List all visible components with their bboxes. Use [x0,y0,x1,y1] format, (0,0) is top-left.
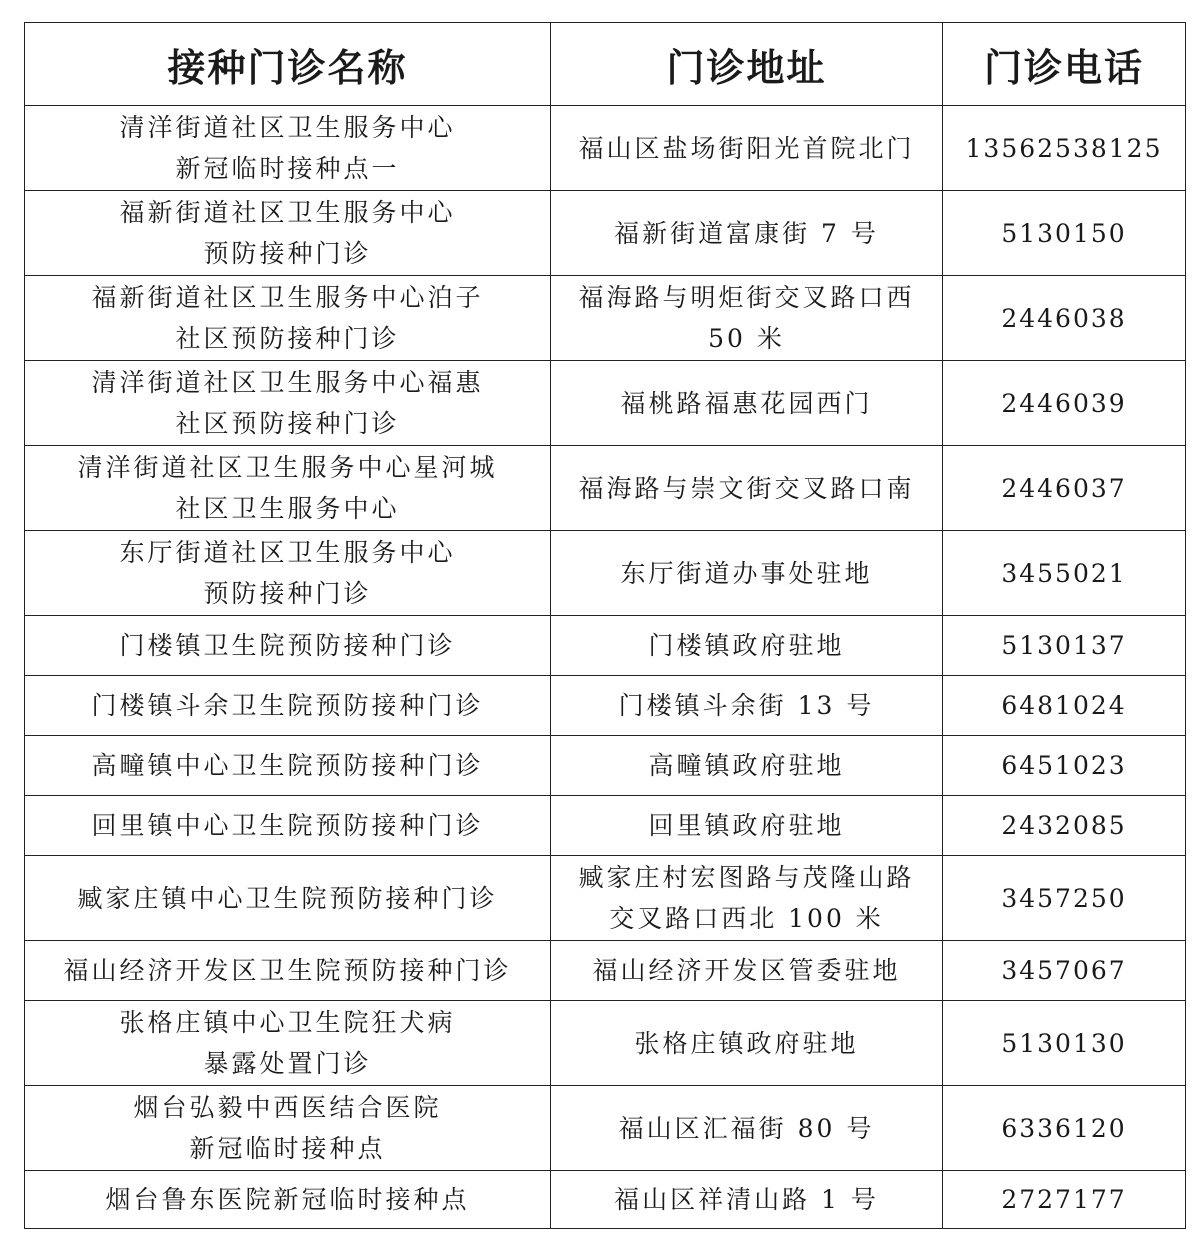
clinic-address-line: 交叉路口西北 100 米 [609,904,884,933]
clinic-address-line: 回里镇政府驻地 [648,811,845,840]
header-clinic-address: 门诊地址 [551,23,943,106]
clinic-address-cell [551,856,943,941]
clinic-phone-cell: 3457250 [943,856,1186,941]
clinic-address-line: 50 米 [708,324,785,353]
clinic-address-cell [551,676,943,736]
clinic-address-cell [551,1171,943,1229]
clinic-phone-cell: 6451023 [943,736,1186,796]
clinic-name-cell [25,676,551,736]
table-row [25,941,1186,1001]
clinic-phone-cell: 2446039 [943,361,1186,446]
clinic-name-line: 福山经济开发区卫生院预防接种门诊 [63,956,512,985]
clinic-address-cell [551,531,943,616]
clinic-name-line: 社区卫生服务中心 [175,494,400,523]
clinic-address-line: 门楼镇政府驻地 [648,631,845,660]
clinic-name-line: 高疃镇中心卫生院预防接种门诊 [91,751,484,780]
table-row [25,106,1186,191]
clinic-address-line: 福海路与崇文街交叉路口南 [578,473,915,503]
clinic-phone-cell: 3457067 [943,941,1186,1001]
table-row [25,676,1186,736]
header-clinic-phone: 门诊电话 [943,23,1186,106]
clinic-name-cell [25,191,551,276]
clinic-address-cell [551,446,943,531]
clinic-name-line: 烟台弘毅中西医结合医院 [133,1093,442,1122]
clinic-name-cell [25,1001,551,1086]
clinic-address-cell [551,106,943,191]
clinic-address-cell [551,361,943,446]
clinic-name-line: 新冠临时接种点 [189,1134,386,1163]
table-header-row [25,23,1186,106]
table-row [25,531,1186,616]
clinic-address-line: 福桃路福惠花园西门 [620,388,873,418]
clinic-address-cell [551,941,943,1001]
table-row [25,856,1186,941]
vaccination-clinic-table [24,22,1186,1229]
header-clinic-name: 接种门诊名称 [25,23,551,106]
clinic-phone-cell: 3455021 [943,531,1186,616]
clinic-name-cell [25,616,551,676]
clinic-address-cell [551,276,943,361]
clinic-phone-cell: 5130137 [943,616,1186,676]
clinic-name-line: 预防接种门诊 [203,239,372,268]
clinic-name-line: 清洋街道社区卫生服务中心 [119,113,456,142]
clinic-name-line: 臧家庄镇中心卫生院预防接种门诊 [77,883,498,913]
clinic-address-line: 福山经济开发区管委驻地 [592,956,901,985]
clinic-phone-cell: 2432085 [943,796,1186,856]
clinic-name-cell [25,736,551,796]
table-row [25,1086,1186,1171]
clinic-phone-cell: 2446038 [943,276,1186,361]
clinic-name-line: 门楼镇卫生院预防接种门诊 [119,631,456,660]
table-row [25,616,1186,676]
clinic-phone-cell: 2727177 [943,1171,1186,1229]
clinic-name-line: 福新街道社区卫生服务中心 [119,198,456,227]
clinic-name-line: 暴露处置门诊 [203,1049,372,1078]
clinic-phone-cell: 5130150 [943,191,1186,276]
clinic-address-line: 福山区盐场街阳光首院北门 [578,133,915,163]
clinic-name-line: 社区预防接种门诊 [175,409,400,438]
table-row [25,1001,1186,1086]
clinic-name-line: 清洋街道社区卫生服务中心福惠 [91,368,484,397]
clinic-address-line: 福山区汇福街 80 号 [618,1113,875,1143]
clinic-name-line: 东厅街道社区卫生服务中心 [119,538,456,567]
clinic-name-line: 烟台鲁东医院新冠临时接种点 [105,1185,470,1214]
clinic-address-line: 臧家庄村宏图路与茂隆山路 [578,863,915,892]
clinic-name-line: 回里镇中心卫生院预防接种门诊 [91,811,484,840]
clinic-address-cell [551,1001,943,1086]
clinic-address-line: 东厅街道办事处驻地 [620,558,873,588]
clinic-name-cell [25,1086,551,1171]
clinic-name-line: 新冠临时接种点一 [175,154,400,183]
clinic-name-cell [25,276,551,361]
clinic-address-line: 福山区祥清山路 1 号 [614,1185,879,1214]
table-row [25,736,1186,796]
clinic-phone-cell: 6336120 [943,1086,1186,1171]
clinic-address-line: 张格庄镇政府驻地 [634,1028,859,1058]
clinic-address-line: 福新街道富康街 7 号 [614,218,879,248]
clinic-name-cell [25,1171,551,1229]
clinic-phone-cell: 6481024 [943,676,1186,736]
clinic-address-cell [551,191,943,276]
clinic-name-line: 福新街道社区卫生服务中心泊子 [91,283,484,312]
table-row [25,361,1186,446]
clinic-phone-cell: 2446037 [943,446,1186,531]
table-row [25,446,1186,531]
clinic-address-cell [551,616,943,676]
table-row [25,191,1186,276]
clinic-name-line: 门楼镇斗余卫生院预防接种门诊 [91,691,484,720]
clinic-name-line: 清洋街道社区卫生服务中心星河城 [77,453,498,482]
clinic-name-line: 张格庄镇中心卫生院狂犬病 [119,1008,456,1037]
clinic-address-cell [551,1086,943,1171]
clinic-name-cell [25,531,551,616]
clinic-phone-cell: 13562538125 [943,106,1186,191]
clinic-address-line: 高疃镇政府驻地 [648,751,845,780]
clinic-name-cell [25,796,551,856]
clinic-name-cell [25,941,551,1001]
table-row [25,276,1186,361]
clinic-name-line: 预防接种门诊 [203,579,372,608]
clinic-name-cell [25,446,551,531]
clinic-name-cell [25,361,551,446]
table-row [25,796,1186,856]
clinic-address-line: 门楼镇斗余街 13 号 [618,691,875,720]
clinic-name-line: 社区预防接种门诊 [175,324,400,353]
clinic-address-cell [551,796,943,856]
clinic-address-line: 福海路与明炬街交叉路口西 [578,283,915,312]
clinic-address-cell [551,736,943,796]
clinic-phone-cell: 5130130 [943,1001,1186,1086]
table-row [25,1171,1186,1229]
clinic-name-cell [25,856,551,941]
clinic-name-cell [25,106,551,191]
